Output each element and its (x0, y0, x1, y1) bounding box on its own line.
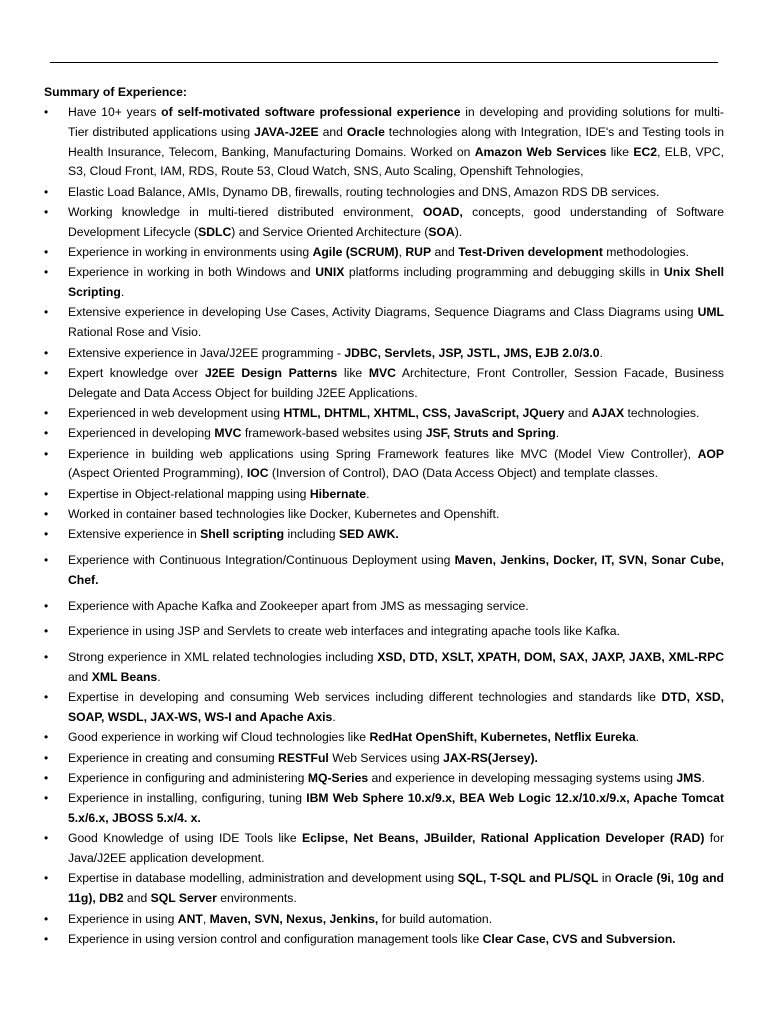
list-item: • Experienced in web development using HTML, DHTML, XHTML, CSS, JavaScript, JQuery and AJAX technologies. (44, 404, 724, 424)
bullet-icon: • (44, 931, 49, 946)
list-item: • Experience in using version control and configuration management tools like Clear Case, CVS and Subversion. (44, 930, 724, 950)
bullet-icon: • (44, 791, 49, 806)
bold-keyword: AJAX (591, 405, 625, 420)
bullet-icon: • (44, 624, 49, 639)
list-item: • Expertise in Object-relational mapping using Hibernate. (44, 485, 724, 505)
bullet-icon: • (44, 690, 49, 705)
bold-keyword: of self-motivated software professional experience (161, 105, 461, 119)
list-item: • Have 10+ years of self-motivated software professional experience in developing and providing solutions for multi-Tier distributed applications using JAVA-J2EE and Oracle technologies along with Integration, IDE's and Testing tools in Health Insurance, Telecom, Banking, Manufacturing Domains. Worked on Amazon Web Services like EC2, ELB, VPC, S3, Cloud Front, IAM, RDS, Route 53, Cloud Watch, SNS, Auto Scaling, Openshift Tehnologies, (44, 105, 725, 179)
list-item: • Experience in working in both Windows and UNIX platforms including programming and debugging skills in Unix Shell Scripting. (44, 265, 725, 300)
list-item: • Experience in building web applications using Spring Framework features like MVC (Model View Controller), AOP (Aspect Oriented Programming), IOC (Inversion of Control), DAO (Data Access Object) and template classes. (44, 446, 724, 481)
list-item: • Experience in configuring and administering MQ-Series and experience in developing messaging systems using JMS. (44, 769, 724, 789)
experience-list (44, 103, 724, 950)
bold-keyword: SED AWK. (338, 527, 399, 542)
bold-keyword: Shell scripting (200, 527, 285, 542)
list-item: • Experience in installing, configuring, tuning IBM Web Sphere 10.x/9.x, BEA Web Logic 12.x/10.x/9.x, Apache Tomcat 5.x/6.x, JBOSS 5.x/4. x. (44, 791, 724, 826)
bold-keyword: SOA (428, 224, 455, 239)
bold-keyword: UML (697, 305, 724, 320)
bold-keyword: DTD, XSD, SOAP, WSDL, JAX-WS, WS-I and Apache Axis (68, 690, 725, 725)
bold-keyword: Oracle (9i, 10g and 11g), DB2 (68, 871, 724, 906)
bold-keyword: IBM Web Sphere 10.x/9.x, BEA Web Logic 12.x/10.x/9.x, Apache Tomcat 5.x/6.x, JBOSS 5.x/4. x. (68, 791, 724, 826)
list-item: • Expertise in database modelling, administration and development using SQL, T-SQL and PL/SQL in Oracle (9i, 10g and 11g), DB2 and SQL Server environments. (44, 871, 724, 906)
bold-keyword: Clear Case, CVS and Subversion. (482, 931, 676, 946)
bold-keyword: HTML, DHTML, XHTML, CSS, JavaScript, JQuery (283, 405, 565, 420)
summary-section (44, 83, 724, 950)
bold-keyword: Hibernate (309, 486, 367, 501)
bullet-icon: • (44, 506, 49, 521)
bullet-icon: • (44, 871, 49, 886)
bold-keyword: UNIX (315, 265, 345, 280)
bullet-icon: • (44, 771, 49, 785)
bold-keyword: MQ-Series (307, 771, 369, 785)
bold-keyword: OOAD, (422, 204, 463, 219)
bold-keyword: JAVA-J2EE (254, 124, 319, 139)
bold-keyword: Amazon Web Services (474, 144, 607, 159)
bullet-icon: • (44, 446, 49, 461)
bold-keyword: EC2 (633, 144, 658, 159)
list-item: • Expert knowledge over J2EE Design Patterns like MVC Architecture, Front Controller, Session Facade, Business Delegate and Data Access Object for building J2EE Applications. (44, 365, 724, 400)
bold-keyword: Agile (SCRUM) (312, 245, 399, 260)
bold-keyword: RedHat OpenShift, Kubernetes, Netflix Eureka (369, 730, 636, 745)
bullet-icon: • (44, 527, 49, 542)
bold-keyword: Unix Shell Scripting (68, 265, 725, 300)
list-item: • Expertise in developing and consuming Web services including different technologies and standards like DTD, XSD, SOAP, WSDL, JAX-WS, WS-I and Apache Axis. (44, 690, 725, 725)
bold-keyword: JSF, Struts and Spring (425, 426, 556, 441)
bold-keyword: Oracle (346, 124, 385, 139)
bullet-icon: • (44, 204, 49, 219)
bold-keyword: SDLC (198, 224, 232, 239)
list-item: • Good Knowledge of using IDE Tools like Eclipse, Net Beans, JBuilder, Rational Application Developer (RAD) for Java/J2EE application development. (44, 831, 725, 866)
list-item: • Strong experience in XML related technologies including XSD, DTD, XSLT, XPATH, DOM, SAX, JAXP, JAXB, XML-RPC and XML Beans. (44, 650, 725, 685)
list-item: • Extensive experience in developing Use Cases, Activity Diagrams, Sequence Diagrams and Class Diagrams using UML Rational Rose and Visio. (44, 305, 724, 340)
bullet-icon: • (44, 426, 49, 441)
list-item: • Experience with Apache Kafka and Zookeeper apart from JMS as messaging service. (44, 597, 724, 617)
bold-keyword: MVC (214, 426, 242, 441)
bullet-icon: • (44, 265, 49, 280)
bullet-icon: • (44, 650, 49, 665)
bold-keyword: Test-Driven development (458, 245, 603, 260)
bold-keyword: XML Beans (91, 670, 158, 685)
bold-keyword: JAX-RS(Jersey). (443, 750, 538, 765)
bold-keyword: Eclipse, Net Beans, JBuilder, Rational Application Developer (RAD) (302, 831, 705, 846)
bold-keyword: RESTFul (278, 750, 329, 765)
bold-keyword: SQL, T-SQL and PL/SQL (457, 871, 599, 886)
bullet-icon: • (44, 184, 49, 199)
bullet-icon: • (44, 486, 49, 501)
bold-keyword: JDBC, Servlets, JSP, JSTL, JMS, EJB 2.0/3.0 (344, 345, 600, 360)
bullet-icon: • (44, 553, 49, 568)
list-item: • Good experience in working wif Cloud technologies like RedHat OpenShift, Kubernetes, Netflix Eureka. (44, 728, 724, 748)
bold-keyword: IOC (246, 466, 269, 481)
bold-keyword: ANT (177, 911, 203, 926)
list-item: • Experience with Continuous Integration/Continuous Deployment using Maven, Jenkins, Docker, IT, SVN, Sonar Cube, Chef. (44, 553, 724, 587)
bullet-icon: • (44, 598, 49, 613)
bold-keyword: XSD, DTD, XSLT, XPATH, DOM, SAX, JAXP, JAXB, XML-RPC (377, 650, 725, 665)
bullet-icon: • (44, 305, 49, 320)
section-heading: Summary of Experience: (44, 85, 187, 99)
bold-keyword: JMS (676, 771, 702, 785)
bullet-icon: • (44, 365, 49, 380)
bold-keyword: MVC (368, 365, 396, 380)
bullet-icon: • (44, 405, 49, 420)
list-item: • Experience in using ANT, Maven, SVN, Nexus, Jenkins, for build automation. (44, 910, 724, 930)
bullet-icon: • (44, 911, 49, 926)
bold-keyword: RUP (405, 245, 432, 260)
list-item: • Extensive experience in Shell scripting including SED AWK. (44, 525, 724, 545)
list-item: • Experience in using JSP and Servlets to create web interfaces and integrating apache tools like Kafka. (44, 622, 724, 642)
list-item: • Working knowledge in multi-tiered distributed environment, OOAD, concepts, good understanding of Software Development Lifecycle (SDLC) and Service Oriented Architecture (SOA). (44, 204, 725, 239)
bullet-icon: • (44, 730, 49, 745)
bold-keyword: AOP (697, 446, 724, 461)
bullet-icon: • (44, 345, 49, 360)
bold-keyword: SQL Server (150, 891, 217, 906)
list-item: • Experienced in developing MVC framework-based websites using JSF, Struts and Spring. (44, 424, 724, 444)
list-item: • Experience in working in environments using Agile (SCRUM), RUP and Test-Driven development methodologies. (44, 243, 724, 263)
bullet-icon: • (44, 831, 49, 846)
bold-keyword: Maven, Jenkins, Docker, IT, SVN, Sonar Cube, Chef. (68, 553, 724, 587)
list-item: • Worked in container based technologies like Docker, Kubernetes and Openshift. (44, 505, 724, 525)
bullet-icon: • (44, 105, 49, 119)
list-item: • Elastic Load Balance, AMIs, Dynamo DB, firewalls, routing technologies and DNS, Amazon RDS DB services. (44, 183, 724, 203)
bullet-icon: • (44, 750, 49, 765)
bold-keyword: Maven, SVN, Nexus, Jenkins, (209, 911, 379, 926)
top-horizontal-rule (50, 62, 718, 63)
bullet-icon: • (44, 245, 49, 260)
bold-keyword: J2EE Design Patterns (204, 365, 338, 380)
list-item: • Experience in creating and consuming RESTFul Web Services using JAX-RS(Jersey). (44, 749, 724, 769)
list-item: • Extensive experience in Java/J2EE programming - JDBC, Servlets, JSP, JSTL, JMS, EJB 2.0/3.0. (44, 344, 724, 364)
